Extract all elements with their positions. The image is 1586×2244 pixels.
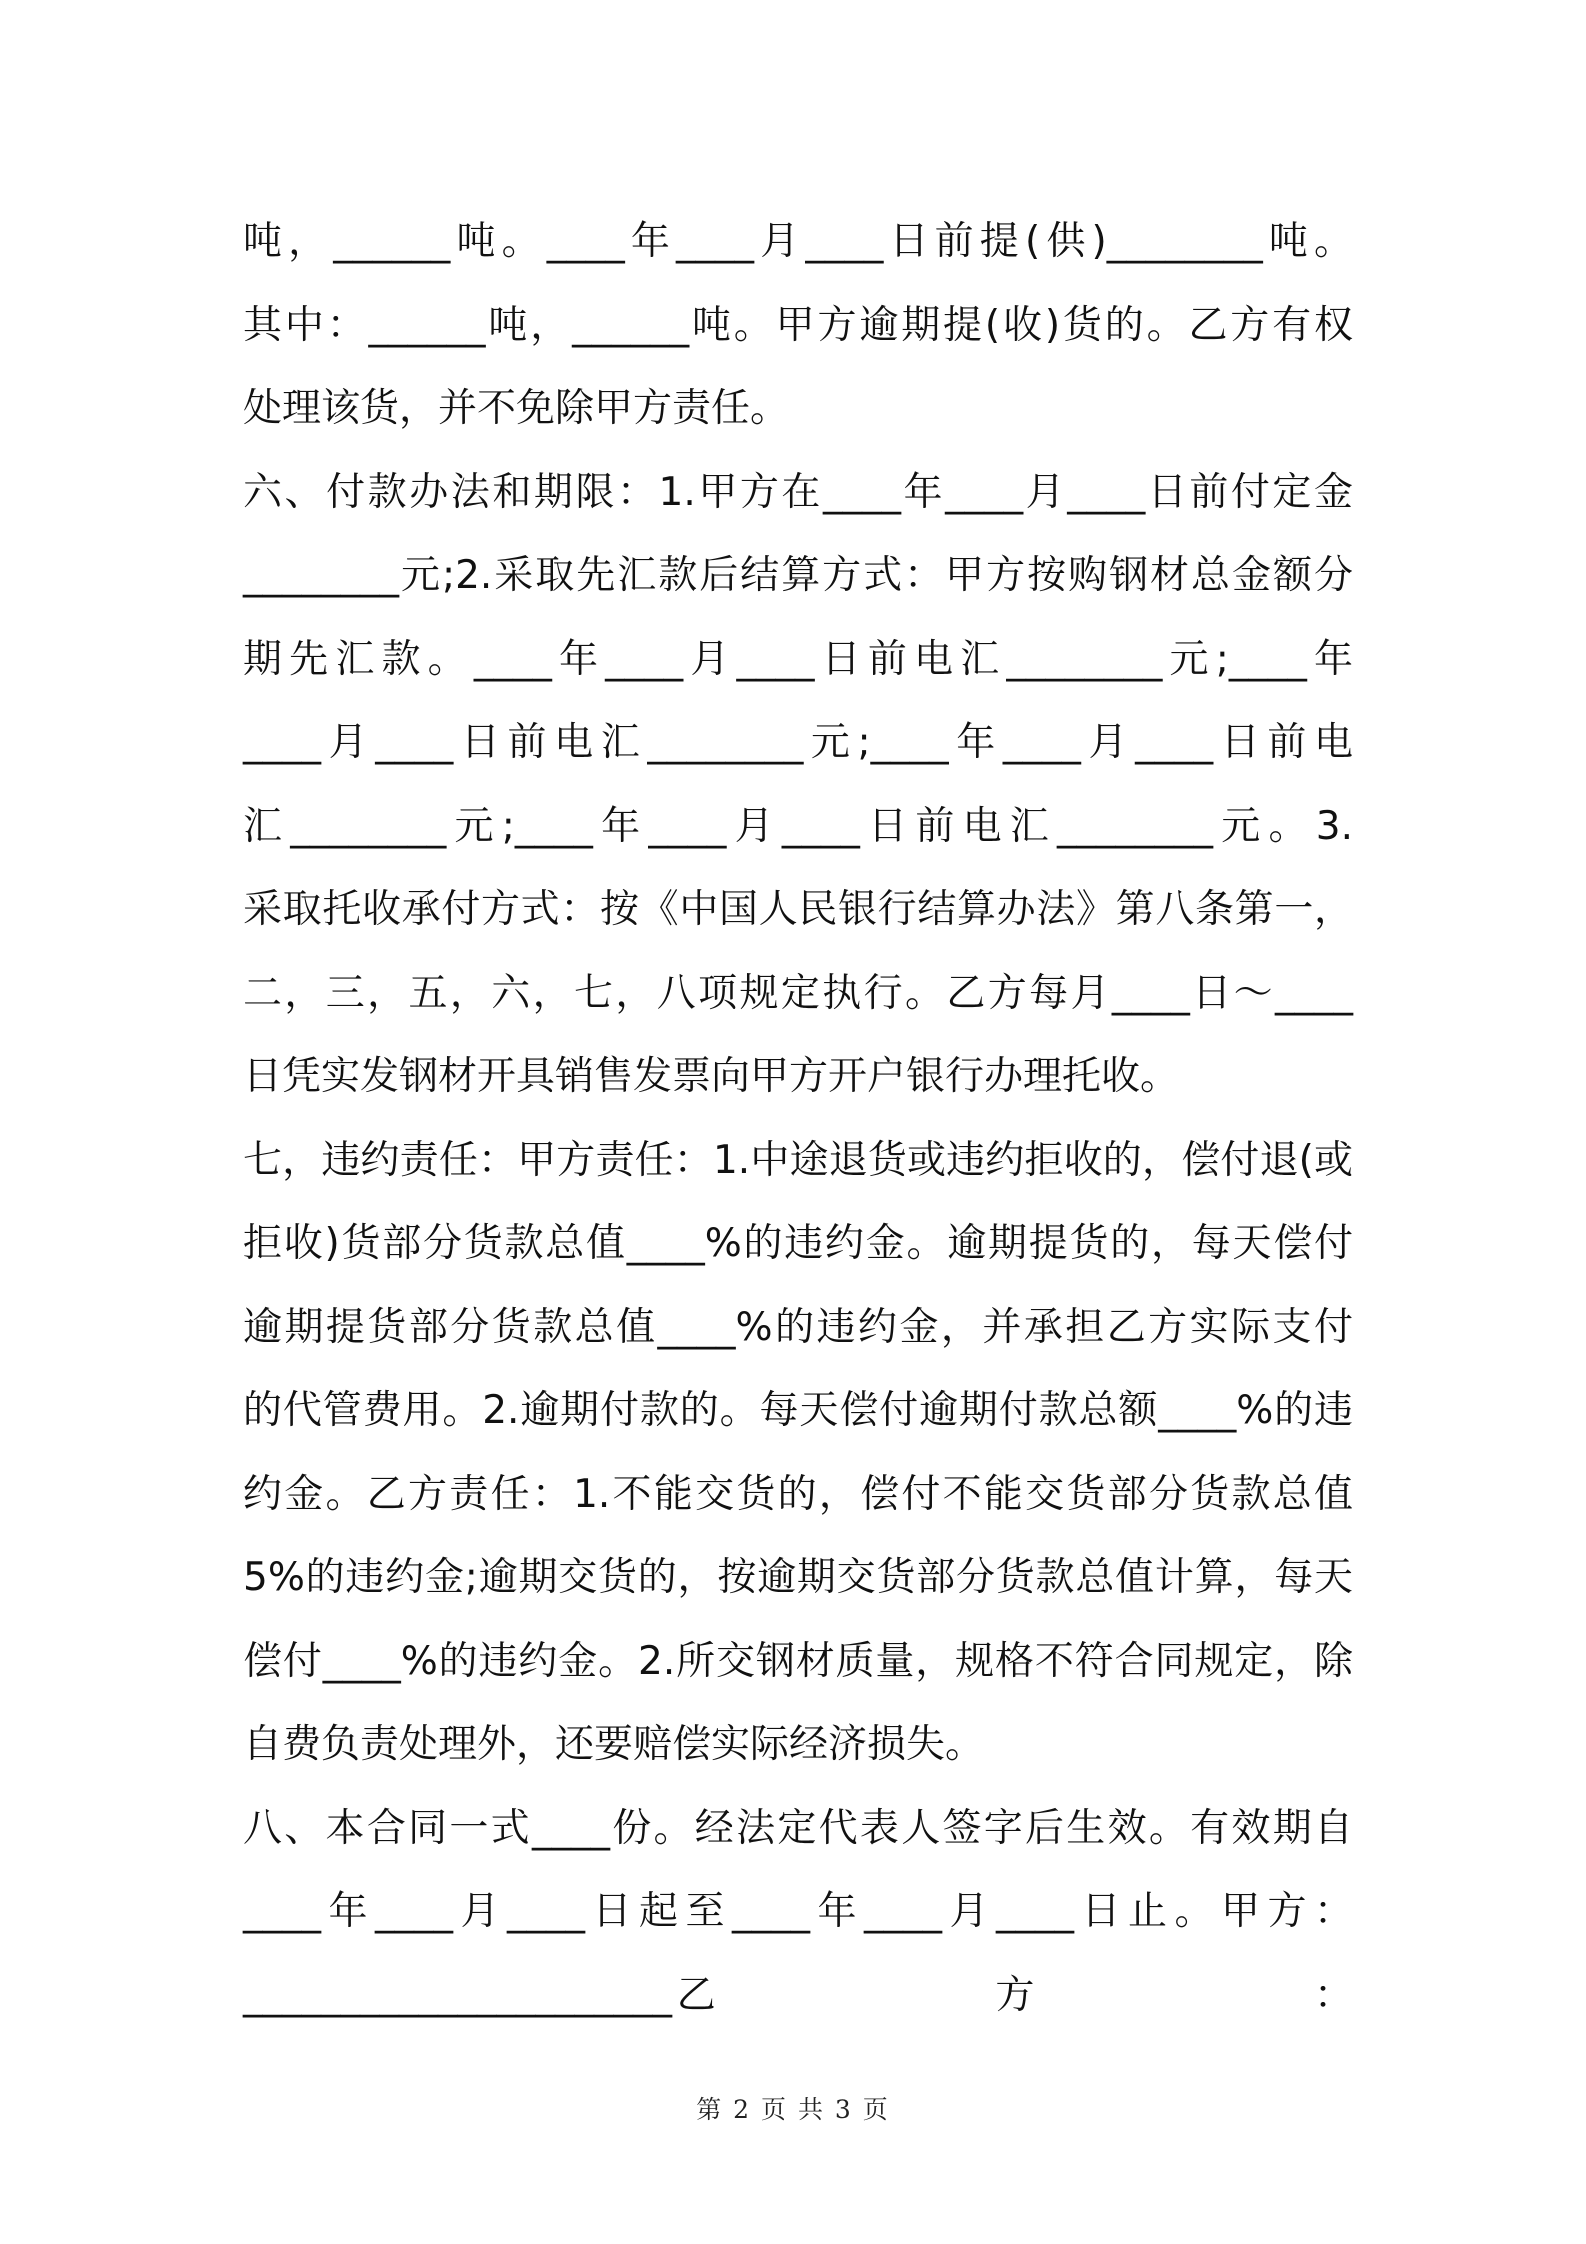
text-line: 处理该货，并不免除甲方责任。 <box>243 386 790 431</box>
text-line: 二，三，五，六，七，八项规定执行。乙方每月____日～____ <box>243 970 1353 1016</box>
text-line: 5%的违约金;逾期交货的，按逾期交货部分货款总值计算，每天 <box>243 1555 1353 1600</box>
contract-text <box>243 200 1353 2037</box>
text-line: 汇________元;____年____月____日前电汇________元。3. <box>243 803 1353 849</box>
text-line: 吨，______吨。____年____月____日前提(供)________吨。 <box>243 219 1353 264</box>
text-line: 六、付款办法和期限：1.甲方在____年____月____日前付定金 <box>243 469 1353 515</box>
page-number: 第 2 页 共 3 页 <box>696 2095 890 2124</box>
text-line: 八、本合同一式____份。经法定代表人签字后生效。有效期自 <box>243 1805 1353 1851</box>
text-line: 期先汇款。____年____月____日前电汇________元;____年 <box>243 636 1353 682</box>
text-line: 偿付____%的违约金。2.所交钢材质量，规格不符合同规定，除 <box>243 1638 1353 1684</box>
text-line: ____月____日前电汇________元;____年____月____日前电 <box>243 720 1353 765</box>
text-line: 采取托收承付方式：按《中国人民银行结算办法》第八条第一， <box>243 887 1353 932</box>
text-line: 约金。乙方责任：1.不能交货的，偿付不能交货部分货款总值 <box>243 1471 1353 1517</box>
text-line: 七，违约责任：甲方责任：1.中途退货或违约拒收的，偿付退(或 <box>243 1137 1353 1183</box>
text-line: 拒收)货部分货款总值____%的违约金。逾期提货的，每天偿付 <box>243 1221 1353 1266</box>
text-line: ______________________乙 方 ： <box>243 1972 1353 2018</box>
text-line: 其中：______吨，______吨。甲方逾期提(收)货的。乙方有权 <box>243 302 1353 348</box>
text-line: ________元;2.采取先汇款后结算方式：甲方按购钢材总金额分 <box>243 553 1353 598</box>
text-line: 逾期提货部分货款总值____%的违约金，并承担乙方实际支付 <box>243 1304 1353 1350</box>
text-line: ____年____月____日起至____年____月____日止。甲方： <box>243 1889 1353 1934</box>
text-line: 日凭实发钢材开具销售发票向甲方开户银行办理托收。 <box>243 1054 1180 1099</box>
text-line: 的代管费用。2.逾期付款的。每天偿付逾期付款总额____%的违 <box>243 1388 1353 1433</box>
text-line: 自费负责处理外，还要赔偿实际经济损失。 <box>243 1722 985 1767</box>
